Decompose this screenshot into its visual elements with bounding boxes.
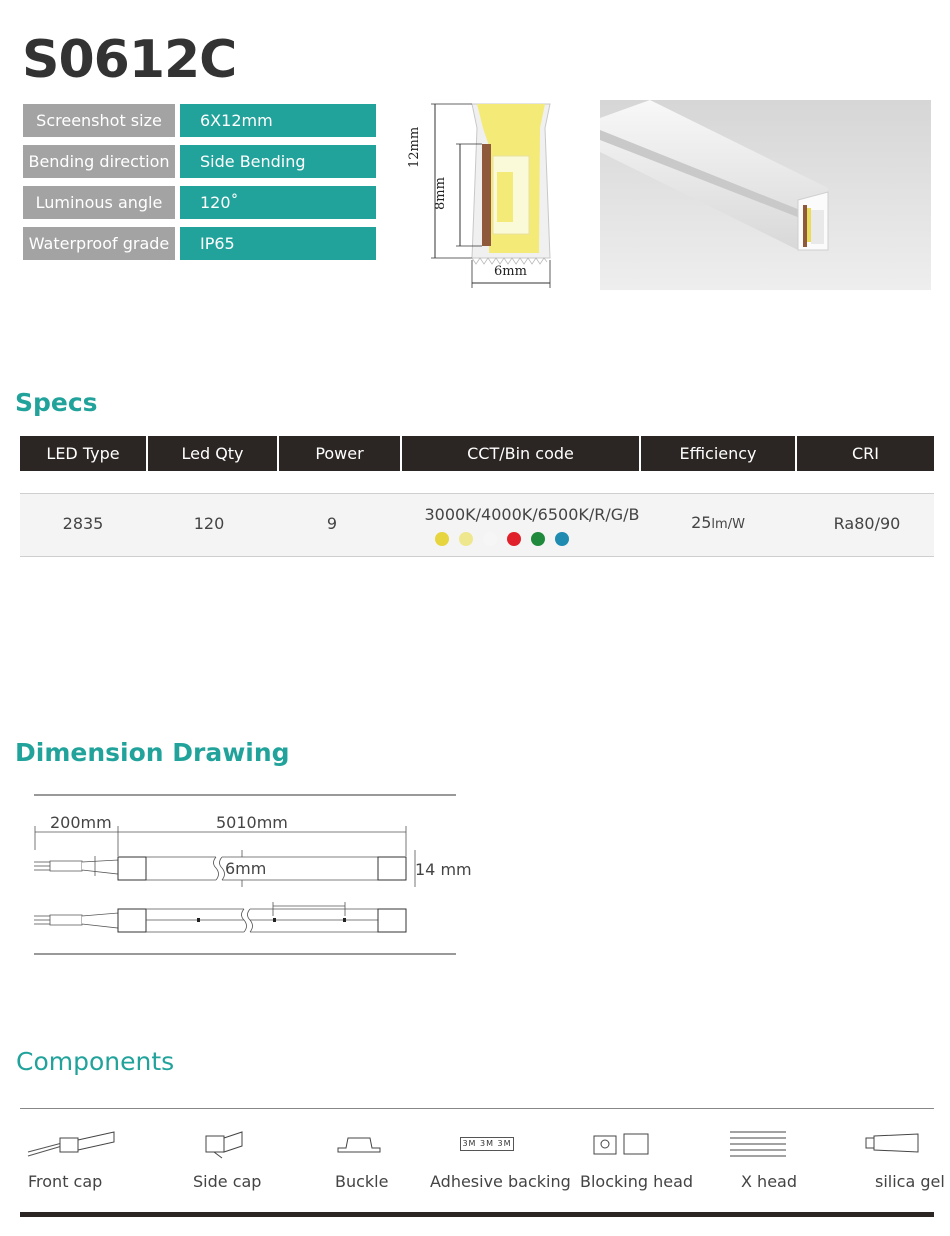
component-buckle: Buckle [335,1172,389,1191]
dim-height: 14 mm [415,860,472,879]
component-silica-gel: silica gel [875,1172,945,1191]
adhesive-backing-icon: 3M 3M 3M [460,1137,514,1151]
col-power: Power [279,436,400,471]
attr-label-angle: Luminous angle [23,186,175,219]
dim-12mm-label: 12mm [407,126,422,168]
swatch-6500k [483,532,497,546]
col-led-qty: Led Qty [148,436,277,471]
front-cap-icon [26,1126,118,1160]
component-adhesive-backing: Adhesive backing [430,1172,571,1191]
swatch-blue [555,532,569,546]
specs-title: Specs [15,388,98,417]
attr-value-waterproof: IP65 [180,227,376,260]
efficiency-value: 25 [691,513,712,532]
col-led-type: LED Type [20,436,146,471]
blocking-head-icon [590,1128,652,1162]
cell-cct: 3000K/4000K/6500K/R/G/B [424,505,640,524]
swatch-green [531,532,545,546]
cross-section-diagram [405,98,555,290]
cell-led-qty: 120 [193,514,225,533]
dim-lead-length: 200mm [50,813,112,832]
components-top-divider [20,1108,934,1109]
side-cap-icon [202,1128,246,1162]
buckle-icon [336,1132,384,1156]
attr-label-bending: Bending direction [23,145,175,178]
col-cct: CCT/Bin code [402,436,639,471]
col-cri: CRI [797,436,934,471]
component-x-head: X head [741,1172,797,1191]
component-front-cap: Front cap [28,1172,103,1191]
attr-label-size: Screenshot size [23,104,175,137]
efficiency-unit: lm/W [711,517,745,532]
cell-power: 9 [326,514,338,533]
dim-width: 6mm [225,859,267,878]
col-efficiency: Efficiency [641,436,795,471]
cell-led-type: 2835 [62,514,104,533]
attr-value-size: 6X12mm [180,104,376,137]
component-blocking-head: Blocking head [580,1172,694,1191]
footer-bar [20,1212,934,1217]
swatch-4000k [459,532,473,546]
x-head-icon [728,1126,790,1160]
attr-label-waterproof: Waterproof grade [23,227,175,260]
cell-efficiency [641,513,795,532]
dim-8mm-label: 8mm [433,177,448,210]
dimension-title: Dimension Drawing [15,738,290,767]
dim-6mm-label: 6mm [494,264,527,279]
product-photo [600,100,931,290]
components-title: Components [16,1047,175,1076]
dim-total-length: 5010mm [216,813,288,832]
model-title: S0612C [22,30,237,90]
silica-gel-icon [864,1132,922,1154]
attr-value-angle: 120˚ [180,186,376,219]
cell-cri: Ra80/90 [833,514,901,533]
swatch-3000k [435,532,449,546]
component-side-cap: Side cap [193,1172,262,1191]
attr-value-bending: Side Bending [180,145,376,178]
swatch-red [507,532,521,546]
